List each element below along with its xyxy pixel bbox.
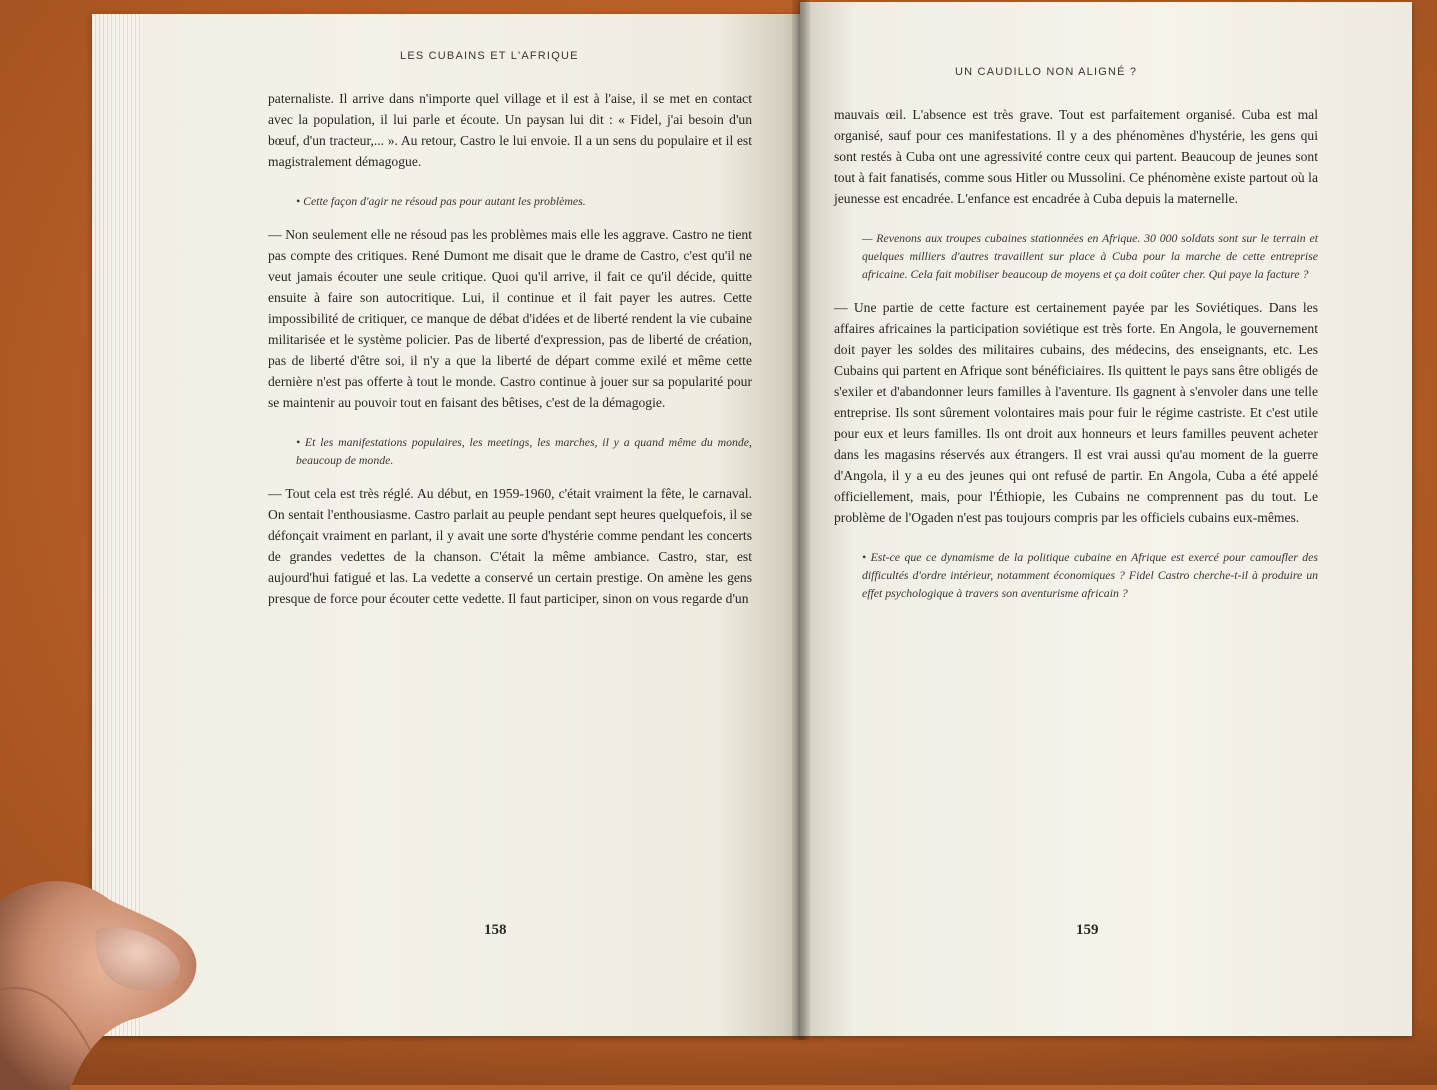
page-number-right: 159: [1076, 922, 1099, 938]
paragraph: — Non seulement elle ne résoud pas les problèmes mais elle les aggrave. Castro ne tient pas compte des critiques. René Dumont me disait que le drame de Castro, c'est qu'il ne veut jamais écouter une seule critique. Quoi qu'il arrive, il fait ce qu'il décide, quitte ensuite à faire son autocritique. Lui, il continue et il fait payer les autres. Cette impossibilité de critiquer, ce manque de débat d'idées et de liberté rendent la vie cubaine militarisée et le système policier. Pas de liberté d'expression, pas de liberté de création, pas de liberté d'être soi, il n'y a que la liberté de départ comme exilé et même cette dernière n'est pas offerte à tout le monde. Castro continue à jouer sur sa popularité pour se maintenir au pouvoir tout en faisant des bêtises, c'est de la démagogie.: [268, 227, 752, 410]
paragraph: — Une partie de cette facture est certainement payée par les Soviétiques. Dans les affaires africaines la participation soviétique est très forte. En Angola, le gouvernement doit payer les soldes des militaires cubains, des médecins, des enseignants, etc. Les Cubains qui partent en Afrique sont bénéficiaires. Ils quittent le pays sans être obligés de s'exiler et d'abandonner leurs familles à l'aventure. Ils gagnent à s'envoler dans une telle entreprise. Ils sont sûrement volontaires mais pour fuir le régime castriste. Et c'est utile pour eux et leurs familles. Ils ont droit aux honneurs et leurs familles peuvent acheter dans les magasins réservés aux étrangers. Il est vrai aussi qu'au moment de la guerre d'Angola, il y a eu des jeunes qui ont refusé de partir. En Angola, Cuba a été appelé officiellement, mais, pour l'Éthiopie, les Cubains ne comprennent pas du tout. Le problème de l'Ogaden n'est pas toujours compris par les officiels cubains eux-mêmes.: [834, 300, 1318, 525]
right-page-text: [834, 104, 1318, 616]
left-page-text: [268, 88, 752, 609]
thumb-image: [0, 860, 200, 1090]
question-paragraph: • Et les manifestations populaires, les meetings, les marches, il y a quand même du monde, beaucoup de monde.: [296, 435, 752, 467]
question-paragraph: • Cette façon d'agir ne résoud pas pour autant les problèmes.: [296, 194, 586, 208]
paragraph: mauvais œil. L'absence est très grave. Tout est parfaitement organisé. Cuba est mal organisé, sauf pour ces manifestations. Il y a des phénomènes d'hystérie, les gens qui sont restés à Cuba ont une agressivité contre ceux qui partent. Beaucoup de jeunes sont tout à fait fanatisés, comme sous Hitler ou Mussolini. Ce phénomène existe partout où la jeunesse est encadrée. L'enfance est encadrée à Cuba depuis la maternelle.: [834, 107, 1318, 206]
paragraph: paternaliste. Il arrive dans n'importe quel village et il est à l'aise, il se met en contact avec la population, il lui parle et écoute. Un paysan lui dit : « Fidel, j'ai besoin d'un bœuf, d'un tracteur,... ». Au retour, Castro le lui envoie. Il a un sens du populaire et il est magistralement démagogue.: [268, 91, 752, 169]
question-paragraph: — Revenons aux troupes cubaines stationnées en Afrique. 30 000 soldats sont sur le terrain et quelques milliers d'autres travaillent sur place à Cuba pour la marche de cette entreprise africaine. Cela fait mobiliser beaucoup de moyens et ça doit coûter cher. Qui paye la facture ?: [862, 231, 1318, 281]
running-head-right: UN CAUDILLO NON ALIGNÉ ?: [955, 66, 1138, 78]
running-head-left: LES CUBAINS ET L'AFRIQUE: [400, 50, 579, 62]
question-paragraph: • Est-ce que ce dynamisme de la politique cubaine en Afrique est exercé pour camoufler des difficultés d'ordre intérieur, notamment économiques ? Fidel Castro cherche-t-il à produire un effet psychologique à travers son aventurisme africain ?: [862, 550, 1318, 600]
page-number-left: 158: [484, 922, 507, 938]
book-gutter: [792, 0, 810, 1040]
paragraph: — Tout cela est très réglé. Au début, en 1959-1960, c'était vraiment la fête, le carnaval. On sentait l'enthousiasme. Castro parlait au peuple pendant sept heures quelquefois, il se défonçait vraiment en parlant, il y avait une sorte d'hystérie comme pendant les concerts de grandes vedettes de la chanson. C'était la même ambiance. Castro, star, est aujourd'hui fatigué et las. La vedette a conservé un certain prestige. On amène les gens presque de force pour écouter cette vedette. Il faut participer, sinon on vous regarde d'un: [268, 486, 752, 606]
